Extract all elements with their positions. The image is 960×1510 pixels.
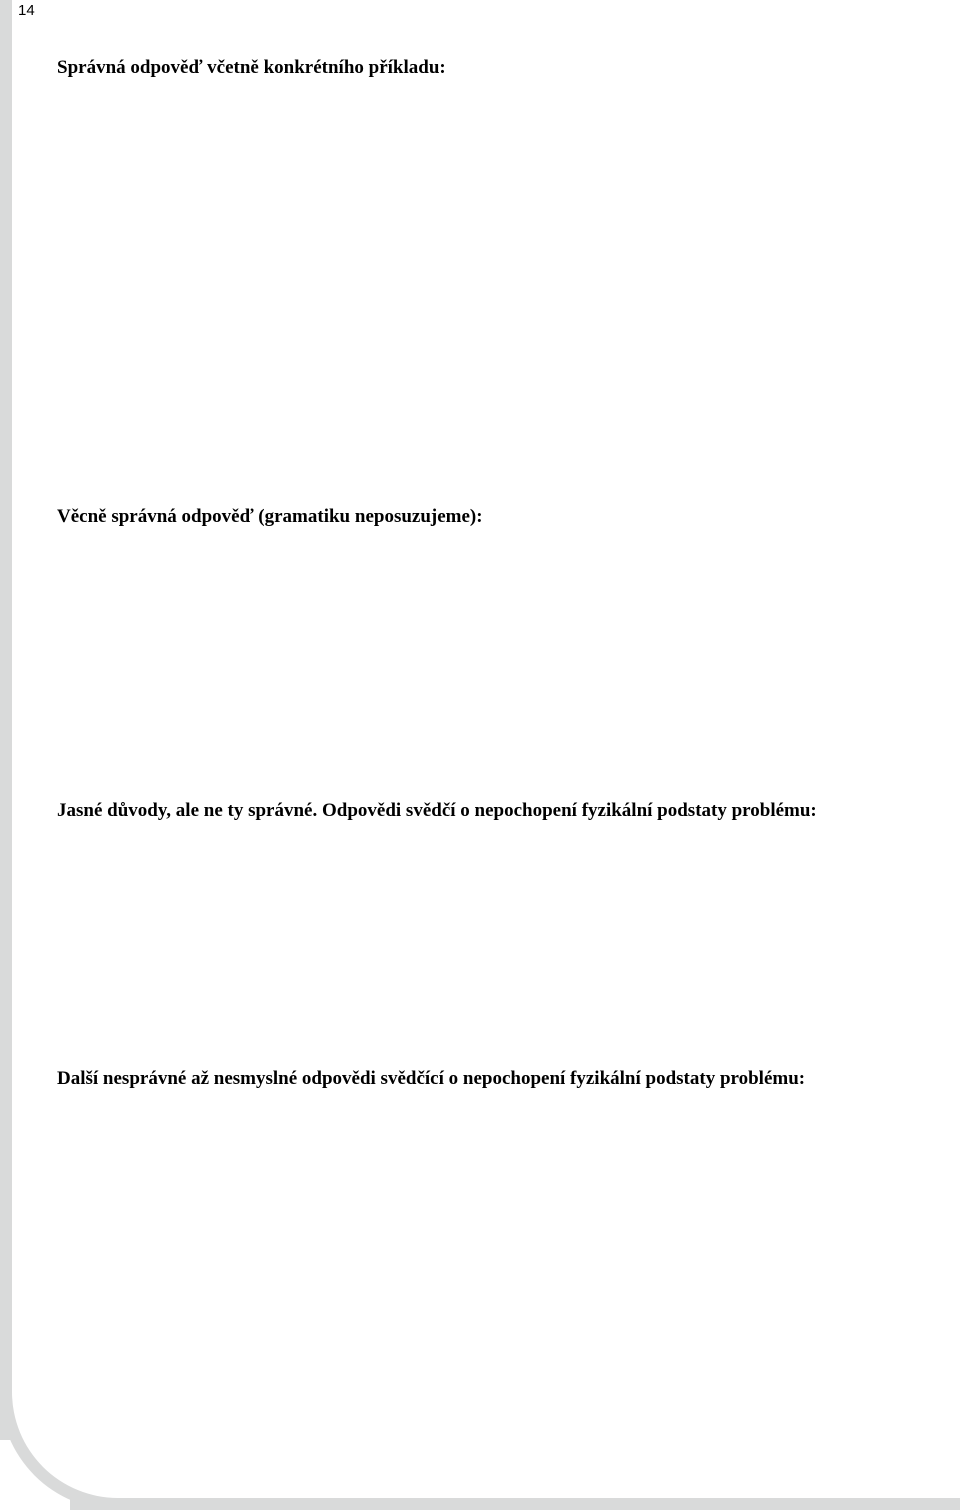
section-heading-correct-answer-with-example: Správná odpověď včetně konkrétního příkladu: — [57, 57, 446, 78]
page-number: 14 — [18, 2, 35, 19]
section-heading-factually-correct-answer: Věcně správná odpověď (gramatiku neposuzujeme): — [57, 506, 483, 527]
section-heading-clear-but-wrong-reasons: Jasné důvody, ale ne ty správné. Odpovědi svědčí o nepochopení fyzikální podstaty problému: — [57, 800, 817, 821]
frame-left-bar — [0, 0, 12, 1440]
frame-bottom-bar — [70, 1498, 960, 1510]
frame-rounded-corner — [0, 1380, 130, 1510]
section-heading-other-incorrect-answers: Další nesprávné až nesmyslné odpovědi svědčící o nepochopení fyzikální podstaty problému: — [57, 1068, 806, 1089]
